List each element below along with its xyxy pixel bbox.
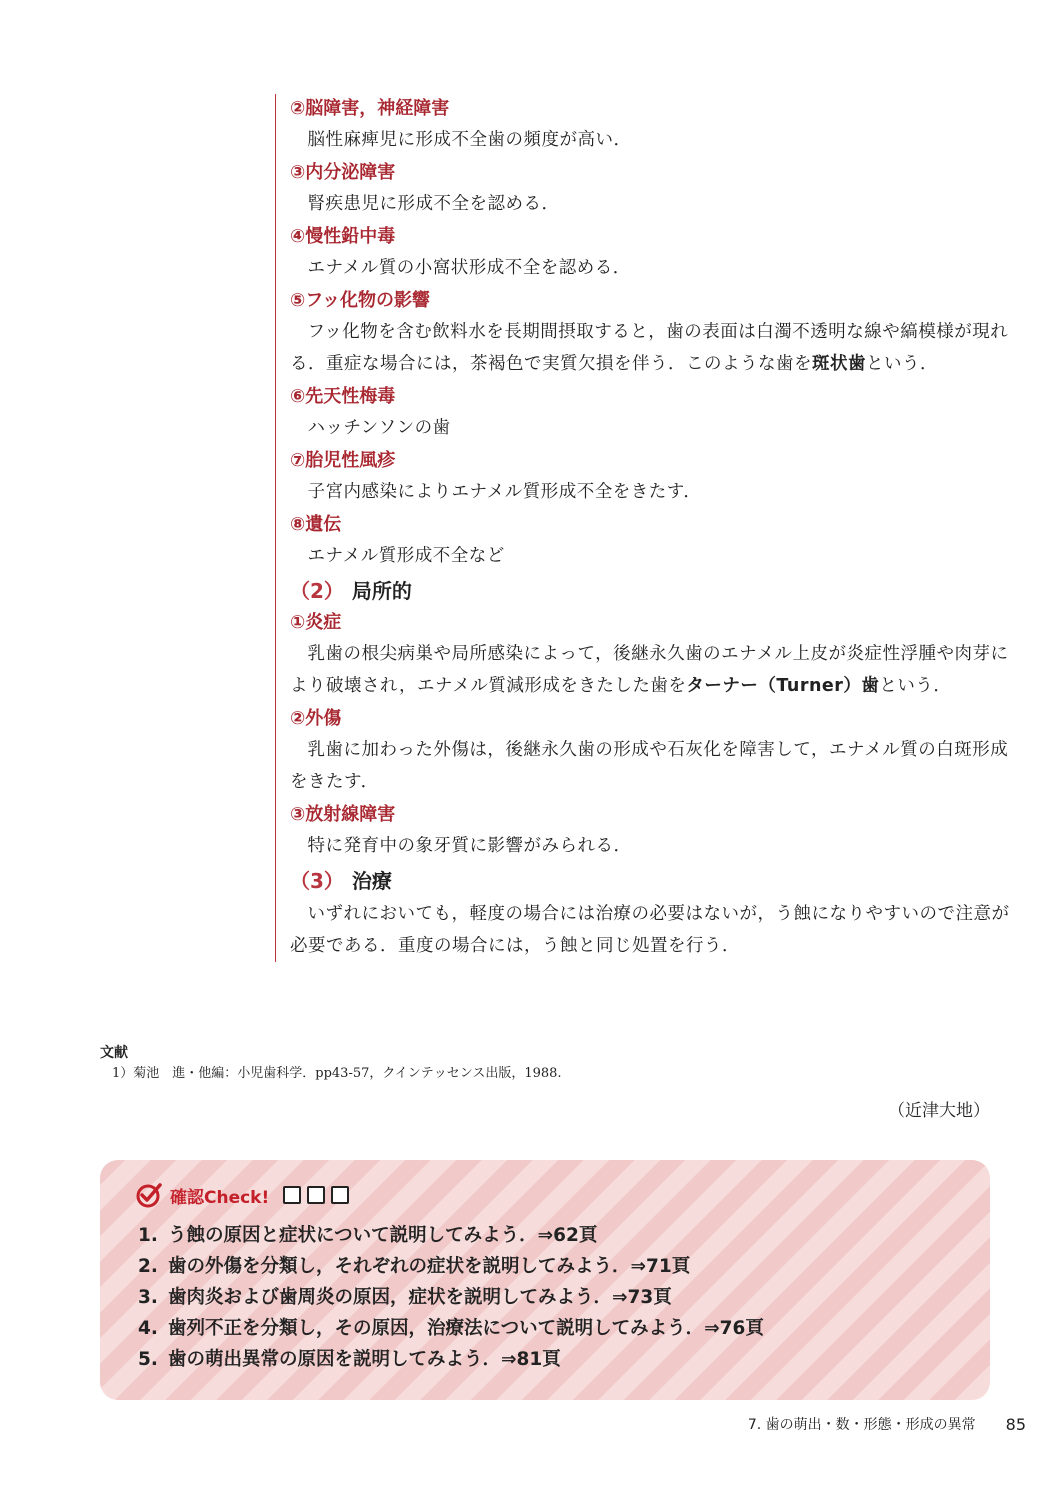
- item-text: エナメル質の小窩状形成不全を認める．: [307, 258, 631, 278]
- item-congenital-syphilis: [290, 382, 1010, 444]
- text-part: という．: [879, 676, 952, 696]
- item-heading: ③放射線障害: [290, 804, 396, 825]
- subsection-local-heading: [290, 574, 1010, 608]
- page-footer: [748, 1414, 1026, 1434]
- term-mottled-teeth: 斑状歯: [812, 354, 866, 374]
- subsection-number: （2）: [290, 579, 344, 603]
- check-list: [138, 1220, 764, 1375]
- item-heading: ⑦胎児性風疹: [290, 450, 396, 471]
- subsection-treatment-heading: [290, 864, 1010, 898]
- item-fluoride: [290, 286, 1010, 380]
- item-lead-poisoning: [290, 222, 1010, 284]
- subsection-number: （3）: [290, 869, 344, 893]
- item-text: [290, 316, 1010, 380]
- item-heredity: [290, 510, 1010, 572]
- check-item-number: 1.: [138, 1225, 158, 1246]
- item-rubella: [290, 446, 1010, 508]
- item-text: 乳歯に加わった外傷は，後継永久歯の形成や石灰化を障害して，エナメル質の白斑形成をきたす．: [290, 740, 1009, 792]
- subsection-label: 局所的: [351, 579, 412, 603]
- chapter-title: 7. 歯の萌出・数・形態・形成の異常: [747, 1417, 976, 1433]
- item-text: 子宮内感染によりエナメル質形成不全をきたす．: [307, 482, 702, 502]
- check-item-text: 歯肉炎および歯周炎の原因，症状を説明してみよう．⇒73頁: [168, 1287, 672, 1308]
- checkbox-3[interactable]: [331, 1186, 349, 1204]
- item-trauma: [290, 704, 1010, 798]
- text-part: という．: [866, 354, 938, 374]
- text-part: フッ化物を含む飲料水を長期間摂取すると，歯の表面は白濁不透明な線や縞模様が現れる．重症な場合には，茶褐色で実質欠損を伴う．このような歯を: [290, 322, 1009, 374]
- check-item-number: 5.: [138, 1349, 158, 1370]
- item-text: 特に発育中の象牙質に影響がみられる．: [307, 836, 632, 856]
- item-heading: ⑧遺伝: [290, 514, 342, 535]
- item-heading: ⑤フッ化物の影響: [290, 290, 430, 311]
- check-item: [138, 1282, 764, 1313]
- author-credit: （近津大地）: [888, 1101, 990, 1121]
- check-circle-icon: [136, 1182, 162, 1208]
- references-title: 文献: [100, 1045, 128, 1061]
- subsection-label: 治療: [351, 869, 392, 893]
- term-turner-tooth: ターナー（Turner）歯: [686, 676, 880, 696]
- treatment-text: いずれにおいても，軽度の場合には治療の必要はないが，う蝕になりやすいので注意が必要である．重度の場合には，う蝕と同じ処置を行う．: [290, 904, 1010, 956]
- check-item-number: 2.: [138, 1256, 158, 1277]
- check-item-text: 歯の外傷を分類し，それぞれの症状を説明してみよう．⇒71頁: [168, 1256, 691, 1277]
- item-heading: ④慢性鉛中毒: [290, 226, 396, 247]
- item-heading: ⑥先天性梅毒: [290, 386, 396, 407]
- item-brain-disorder: [290, 94, 1010, 156]
- item-heading: ①炎症: [290, 612, 342, 633]
- reference-entry: 1）菊池 進・他編：小児歯科学．pp43-57，クインテッセンス出版，1988.: [112, 1066, 562, 1081]
- item-inflammation: [290, 608, 1010, 702]
- check-header: [136, 1182, 355, 1208]
- item-text: 腎疾患児に形成不全を認める．: [307, 194, 560, 214]
- check-item: [138, 1313, 764, 1344]
- check-item-number: 4.: [138, 1318, 158, 1339]
- check-item: [138, 1220, 764, 1251]
- check-item-text: 歯の萌出異常の原因を説明してみよう．⇒81頁: [168, 1349, 561, 1370]
- checkbox-2[interactable]: [307, 1186, 325, 1204]
- check-item-text: う蝕の原因と症状について説明してみよう．⇒62頁: [168, 1225, 598, 1246]
- check-box: [100, 1160, 990, 1400]
- check-item: [138, 1344, 764, 1375]
- main-section: [275, 94, 1010, 962]
- check-item: [138, 1251, 764, 1282]
- item-endocrine: [290, 158, 1010, 220]
- check-item-text: 歯列不正を分類し，その原因，治療法について説明してみよう．⇒76頁: [168, 1318, 764, 1339]
- item-radiation: [290, 800, 1010, 862]
- checkbox-1[interactable]: [283, 1186, 301, 1204]
- text-part: 乳歯の根尖病巣や局所感染によって，後継永久歯のエナメル上皮が炎症性浮腫や肉芽により破壊され，エナメル質減形成をきたした歯を: [290, 644, 1009, 696]
- item-text: 脳性麻痺児に形成不全歯の頻度が高い．: [307, 130, 632, 150]
- item-heading: ②外傷: [290, 708, 342, 729]
- check-title: 確認Check!: [170, 1187, 270, 1208]
- item-text: ハッチンソンの歯: [307, 418, 451, 438]
- item-heading: ③内分泌障害: [290, 162, 396, 183]
- item-text: エナメル質形成不全など: [307, 546, 505, 566]
- page-number: 85: [1005, 1414, 1026, 1434]
- references: [100, 1043, 990, 1085]
- item-heading: ②脳障害，神経障害: [290, 98, 450, 119]
- check-item-number: 3.: [138, 1287, 158, 1308]
- item-text: [290, 638, 1010, 702]
